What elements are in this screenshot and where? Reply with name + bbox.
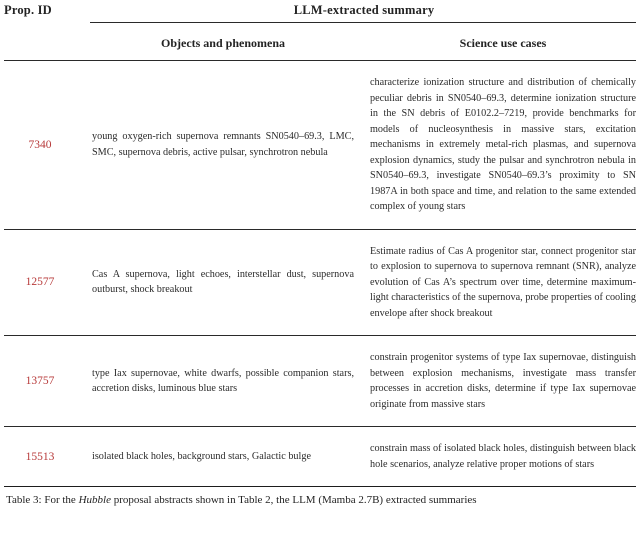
table-header-row-1 [4,0,636,18]
table-row [4,336,636,427]
science-use-cases-cell: constrain progenitor systems of type Iax supernovae, distinguish between explosion mechanisms, investigate mass transfer processes in accretion disks, determine if type Iax supernovae originate from massive stars [370,352,636,410]
column-header-llm-summary: LLM-extracted summary [293,3,435,17]
header-spacer [4,36,76,51]
subcolumn-header-science: Science use cases [459,36,547,50]
caption-prefix: Table 3: For the [6,494,79,506]
objects-cell: young oxygen-rich supernova remnants SN0540–69.3, LMC, SMC, supernova debris, active pulsar, synchrotron nebula [92,131,354,158]
prop-id-value: 15513 [25,450,55,463]
table-header-row-2 [4,23,636,60]
caption-suffix: proposal abstracts shown in Table 2, the LLM (Mamba 2.7B) extracted summaries [110,494,477,506]
subcolumn-header-objects: Objects and phenomena [160,36,285,50]
objects-cell: type Iax supernovae, white dwarfs, possible companion stars, accretion disks, luminous blue stars [92,367,354,394]
science-use-cases-cell: constrain mass of isolated black holes, distinguish between black hole scenarios, analyze relative proper motions of stars [370,443,636,470]
science-use-cases-cell: characterize ionization structure and distribution of chemically peculiar debris in SN0540–69.3, determine ionization structure in the SN debris of E0102.2–7219, provide benchmarks for models of nucleosynthesis in massive stars, excitation mechanisms in extremely metal-rich plasmas, and supernova explosion dynamics, study the pulsar and synchrotron nebula in SN0540–69.3, investigate SN0540–69.3’s proximity to SN 1987A in both space and time, and relation to the same extended complex of young stars [370,77,636,212]
table-row [4,61,636,230]
table-row [4,230,636,337]
objects-cell: Cas A supernova, light echoes, interstellar dust, supernova outburst, shock breakout [92,268,354,296]
column-header-prop-id: Prop. ID [4,3,52,17]
science-use-cases-cell: Estimate radius of Cas A progenitor star, connect progenitor star to explosion to supernova to supernova remnant (SNR), analyze evolution of Cas A’s spectrum over time, determine maximum-light characteristics of the supernova, probe properties of cooling envelope after shock breakout [370,245,636,319]
prop-id-value: 12577 [25,276,55,289]
table-row [4,427,636,487]
caption-italic-word: Hubble [78,494,111,506]
prop-id-value: 7340 [28,138,52,151]
objects-cell: isolated black holes, background stars, Galactic bulge [92,450,311,462]
table-caption [4,493,636,507]
prop-id-value: 13757 [25,375,55,387]
